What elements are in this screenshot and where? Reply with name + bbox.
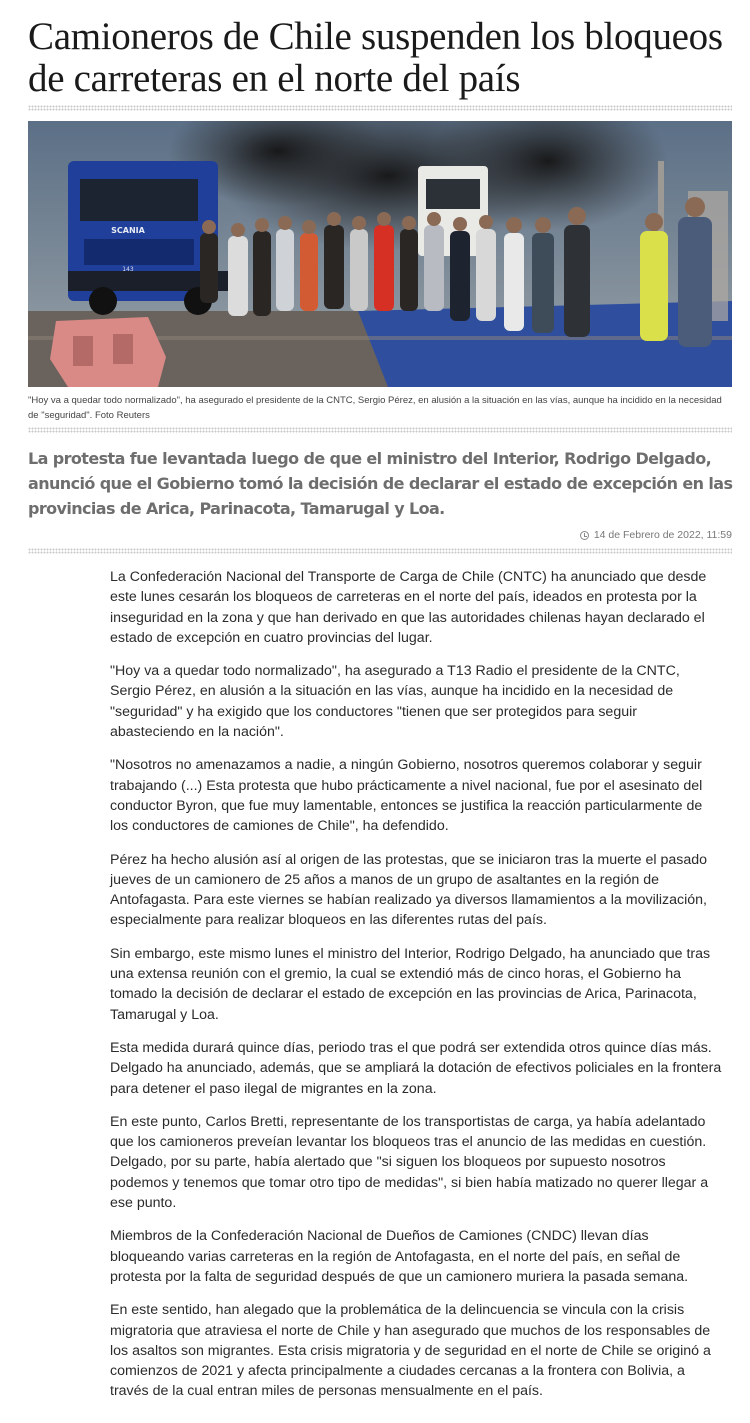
article-paragraph: "Nosotros no amenazamos a nadie, a ningún Gobierno, nosotros queremos colaborar y seguir trabajando (...) Esta protesta que hubo prácticamente a nivel nacional, fue por el asesinato del conductor Byron, que fue muy lamentable, entonces se justifica la reacción particularmente de los conductores de camiones de Chile", ha defendido. [110, 757, 703, 835]
article-paragraph: Pérez ha hecho alusión así al origen de las protestas, que se iniciaron tras la muerte el pasado jueves de un camionero de 25 años a manos de un grupo de asaltantes en la región de Antofagasta. Para este viernes se habían realizado ya diversos llamamientos a la movilización, especialmente para realizar bloqueos en las diferentes rutas del país. [110, 851, 708, 929]
publish-date-text: 14 de Febrero de 2022, 11:59 [593, 529, 732, 541]
article-paragraph: La Confederación Nacional del Transporte de Carga de Chile (CNTC) ha anunciado que desde este lunes cesarán los bloqueos de carreteras en el norte del país, ideados en protesta por la inseguridad en la zona y que han derivado en que las autoridades chilenas hayan declarado el estado de excepción en cuatro provincias del lugar. [110, 569, 707, 646]
article-lead: La protesta fue levantada luego de que el ministro del Interior, Rodrigo Delgado, anunció que el Gobierno tomó la decisión de declarar el estado de excepción en las provincias de Arica, Parinacota, Tamarugal y Loa. [28, 449, 733, 518]
article-headline: Camioneros de Chile suspenden los bloqueos de carreteras en el norte del país [28, 15, 723, 100]
article-paragraph: Miembros de la Confederación Nacional de Dueños de Camiones (CNDC) llevan días bloqueando varias carreteras en la región de Antofagasta, en el norte del país, en señal de protesta por la falta de seguridad después de que un camionero muriera la pasada semana. [110, 1228, 689, 1285]
article-body [110, 567, 722, 1415]
caption-divider [28, 427, 732, 433]
article-paragraph: En este sentido, han alegado que la problemática de la delincuencia se vincula con la crisis migratoria que atraviesa el norte de Chile y han asegurado que muchos de los responsables de los asaltos son migrantes. Esta crisis migratoria y de seguridad en el norte de Chile se originó a comienzos de 2021 y afecta principalmente a ciudades cercanas a la frontera con Bolivia, a través de la cual entran miles de personas mensualmente en el país. [110, 1302, 711, 1400]
headline-divider [28, 105, 732, 111]
truck-logo-text: SCANIA [111, 226, 145, 235]
article-paragraph: Esta medida durará quince días, periodo tras el que podrá ser extendida otros quince días más. Delgado ha anunciado, además, que se ampliará la dotación de efectivos policiales en la frontera para detener el paso ilegal de migrantes en la zona. [110, 1039, 722, 1097]
article-paragraph: "Hoy va a quedar todo normalizado", ha asegurado a T13 Radio el presidente de la CNTC, Sergio Pérez, en alusión a la situación en las vías, aunque ha incidido en la necesidad de "seguridad" y ha exigido que los conductores "tienen que ser protegidos para seguir abasteciendo en la nación". [110, 663, 680, 741]
lead-divider [28, 548, 732, 554]
truck-plate-text: 143 [122, 266, 134, 273]
article-photo[interactable] [28, 121, 732, 387]
publish-date [580, 529, 732, 541]
clock-icon [580, 531, 589, 540]
photo-caption: "Hoy va a quedar todo normalizado", ha asegurado el presidente de la CNTC, Sergio Pérez, en alusión a la situación en las vías, aunque ha incidido en la necesidad de "seguridad". Foto Reuters [28, 395, 722, 421]
article-paragraph: Sin embargo, este mismo lunes el ministro del Interior, Rodrigo Delgado, ha anunciado que tras una extensa reunión con el gremio, la cual se extendió más de cinco horas, el Gobierno ha tomado la decisión de declarar el estado de excepción en las provincias de Arica, Parinacota, Tamarugal y Loa. [110, 945, 711, 1023]
protest-photo-illustration [28, 121, 732, 387]
road-barrier-graphic [50, 317, 166, 387]
article-paragraph: En este punto, Carlos Bretti, representante de los transportistas de carga, ya había adelantado que los camioneros preveían levantar los bloqueos tras el anuncio de las medidas en cuestión. Delgado, por su parte, había alertado que "si siguen los bloqueos por supuesto nosotros podemos y tenemos que tomar otro tipo de medidas", si bien había matizado no querer llegar a ese punto. [110, 1113, 709, 1212]
